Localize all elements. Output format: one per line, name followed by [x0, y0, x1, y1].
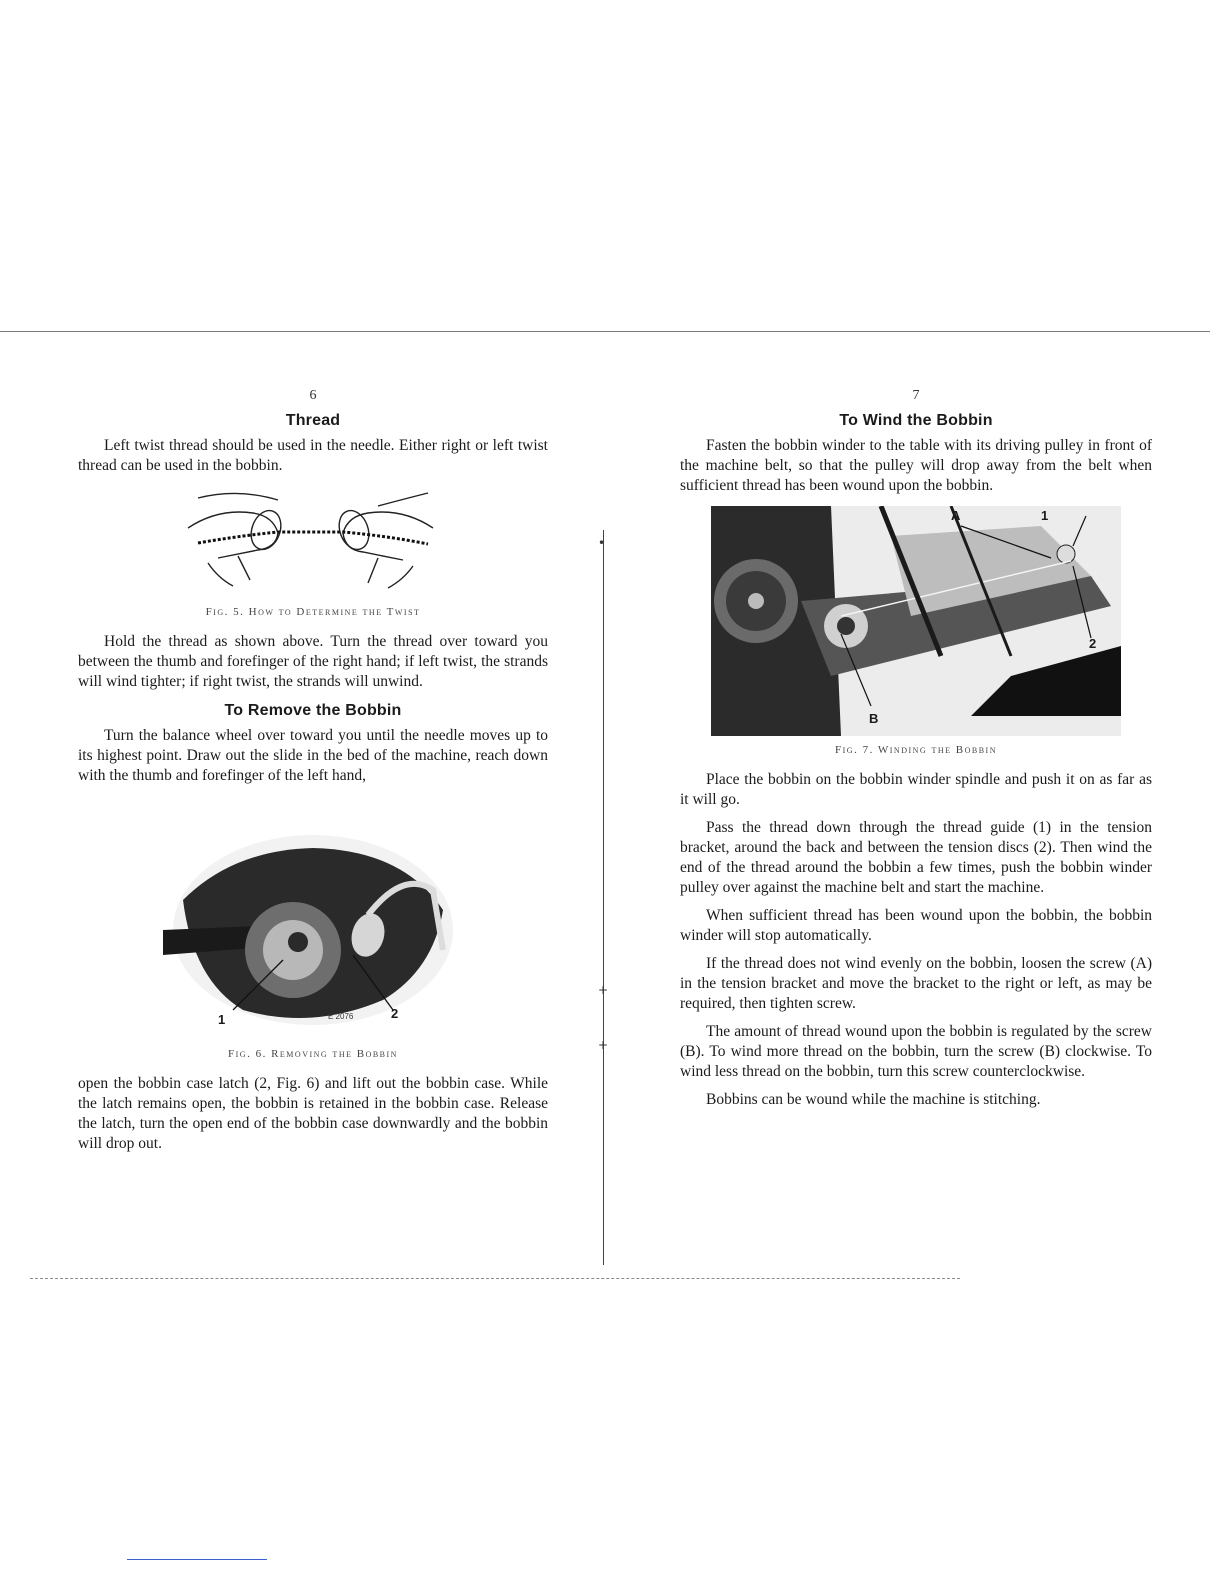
page-number: 7 [912, 388, 920, 403]
book-spine-line [603, 530, 604, 1265]
paragraph-open-latch: open the bobbin case latch (2, Fig. 6) and lift out the bobbin case. While the latch remains open, the bobbin is retained in the bobbin case. Release the latch, turn the open end of the bobbin case downwardly and the bobbin will drop out. [78, 1075, 548, 1152]
spine-mark-icon: • [598, 536, 606, 550]
bottom-scan-edge [30, 1278, 960, 1279]
hands-twisting-thread-icon [178, 488, 448, 598]
figure-7-label-1: 1 [1041, 508, 1049, 523]
spine-mark-icon: + [598, 1038, 609, 1052]
heading-thread: Thread [285, 412, 341, 429]
spine-mark-icon: + [598, 983, 609, 997]
figure-7-label-B: B [869, 711, 879, 726]
figure-7-label-2: 2 [1089, 636, 1097, 651]
bobbin-case-photo-icon [163, 830, 463, 1040]
figure-5-illustration [178, 488, 448, 598]
figure-6-label-2: 2 [391, 1006, 399, 1021]
bobbin-winder-photo-icon [711, 506, 1121, 736]
paragraph-pass-thread: Pass the thread down through the thread guide (1) in the tension bracket, around the back and between the tension discs (2). Then wind the end of the thread around the bobbin a few times, push the bobbin winder pulley over against the machine belt and start the machine. [680, 819, 1152, 896]
heading-wind-bobbin: To Wind the Bobbin [839, 412, 993, 429]
heading-remove-bobbin: To Remove the Bobbin [224, 702, 402, 719]
figure-5-caption: Fig. 5. How to Determine the Twist [205, 606, 421, 618]
top-scan-edge [0, 331, 1210, 332]
figure-6-caption: Fig. 6. Removing the Bobbin [228, 1048, 398, 1060]
paragraph-place-bobbin: Place the bobbin on the bobbin winder spindle and push it on as far as it will go. [680, 771, 1152, 808]
paragraph-when-sufficient: When sufficient thread has been wound upon the bobbin, the bobbin winder will stop automatically. [680, 907, 1152, 944]
figure-7-photo [711, 506, 1121, 736]
page-number: 6 [309, 388, 317, 403]
figure-6-photo [163, 830, 463, 1040]
figure-7-label-A: A [951, 508, 961, 523]
paragraph-fasten-winder: Fasten the bobbin winder to the table with its driving pulley in front of the machine belt, so that the pulley will drop away from the belt when sufficient thread has been wound upon the bobbin. [680, 437, 1152, 494]
figure-6-label-1: 1 [218, 1012, 226, 1027]
right-page [680, 388, 1152, 1118]
paragraph-hold-thread: Hold the thread as shown above. Turn the thread over toward you between the thumb and forefinger of the right hand; if left twist, the strands will wind tighter; if right twist, the strands will unwind. [78, 633, 548, 690]
paragraph-thread: Left twist thread should be used in the needle. Either right or left twist thread can be used in the bobbin. [78, 437, 548, 474]
paragraph-while-stitching: Bobbins can be wound while the machine is stitching. [706, 1091, 1041, 1108]
figure-7-caption: Fig. 7. Winding the Bobbin [835, 744, 997, 756]
paragraph-if-uneven: If the thread does not wind evenly on the bobbin, loosen the screw (A) in the tension bracket and move the bracket to the right or left, as may be required, then tighten screw. [680, 955, 1152, 1012]
paragraph-remove-bobbin: Turn the balance wheel over toward you until the needle moves up to its highest point. Draw out the slide in the bed of the machine, reach down with the thumb and forefinger of the left hand, [78, 727, 548, 784]
footer-blue-rule [127, 1559, 267, 1560]
figure-6-code: E 2076 [328, 1012, 354, 1021]
paragraph-amount-thread: The amount of thread wound upon the bobbin is regulated by the screw (B). To wind more thread on the bobbin, turn the screw (B) clockwise. To wind less thread on the bobbin, turn this screw counterclockwise. [680, 1023, 1152, 1080]
left-page [78, 388, 548, 1162]
